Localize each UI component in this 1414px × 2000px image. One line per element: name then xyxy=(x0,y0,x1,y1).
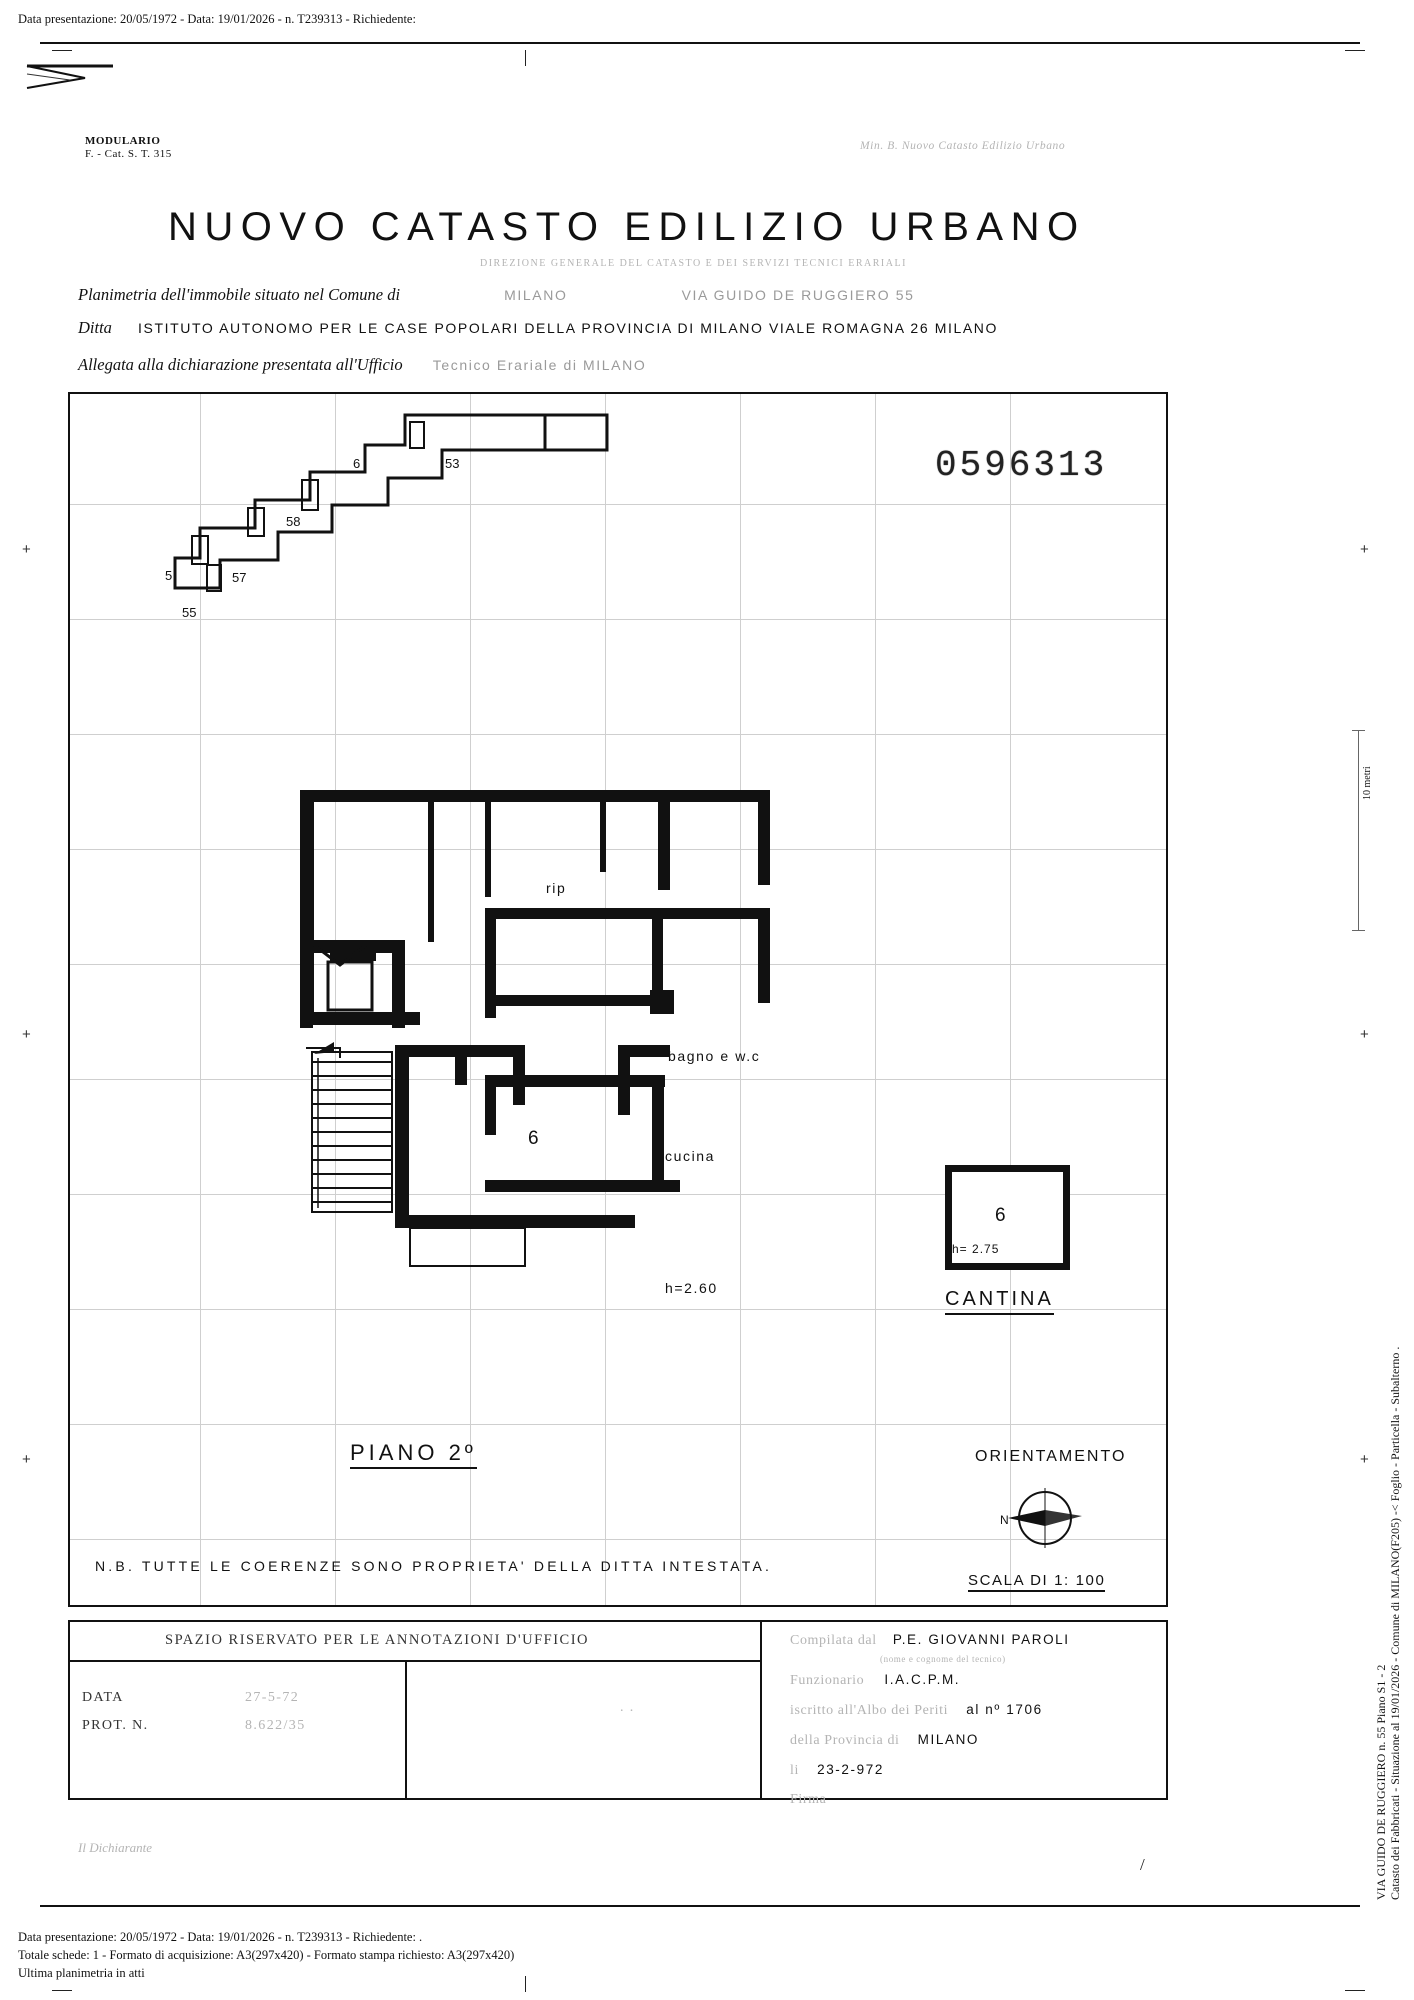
modulario-block xyxy=(85,135,172,161)
svg-text:N: N xyxy=(1000,1513,1009,1527)
annotation-scribble: . . xyxy=(620,1700,635,1715)
room-label-rip: rip xyxy=(546,880,567,896)
scale-note: SCALA DI 1: 100 xyxy=(968,1572,1105,1592)
svg-text:58: 58 xyxy=(286,514,301,529)
crop-mark-bottom-center xyxy=(525,1976,526,1992)
crop-mark-bottom-right xyxy=(1345,1990,1365,1991)
date-row xyxy=(790,1762,884,1779)
footer-metadata-strip-3: Ultima planimetria in atti xyxy=(18,1966,145,1980)
ditta-label: Ditta xyxy=(78,318,112,337)
row-allegata xyxy=(78,355,646,375)
planimetria-address-value: VIA GUIDO DE RUGGIERO 55 xyxy=(681,287,915,303)
firma-row xyxy=(790,1792,826,1808)
funzionario-value: I.A.C.P.M. xyxy=(884,1672,961,1687)
coherence-note: N.B. TUTTE LE COERENZE SONO PROPRIETA' DELLA DITTA INTESTATA. xyxy=(95,1558,773,1574)
side-metadata-strip xyxy=(1388,1347,1403,1900)
page-corner-mark: / xyxy=(1140,1855,1145,1874)
registration-cross-right-3: + xyxy=(1360,1451,1369,1468)
svg-text:53: 53 xyxy=(445,456,460,471)
date-label: li xyxy=(790,1763,799,1778)
footer-metadata-strip-1: Data presentazione: 20/05/1972 - Data: 19/01/2026 - n. T239313 - Richiedente: . xyxy=(18,1930,423,1944)
albo-row xyxy=(790,1702,1043,1719)
scan-corner-artifact xyxy=(25,62,115,92)
cantina-height: h= 2.75 xyxy=(952,1242,1000,1256)
crop-mark-bottom-left xyxy=(52,1990,72,1991)
albo-value: al nº 1706 xyxy=(966,1702,1043,1717)
allegata-value: Tecnico Erariale di MILANO xyxy=(432,357,647,373)
compiled-by-label: Compilata dal xyxy=(790,1633,877,1648)
registration-cross-right-1: + xyxy=(1360,541,1369,558)
albo-label: iscritto all'Albo dei Periti xyxy=(790,1703,949,1718)
crop-mark-top-right xyxy=(1345,50,1365,51)
document-subtitle: DIREZIONE GENERALE DEL CATASTO E DEI SERVIZI TECNICI ERARIALI xyxy=(480,258,907,269)
provincia-value: MILANO xyxy=(917,1732,980,1747)
side-address-text: VIA GUIDO DE RUGGIERO n. 55 Piano S1 - 2 xyxy=(1374,1664,1388,1900)
row-ditta xyxy=(78,318,998,338)
modulario-line1: MODULARIO xyxy=(85,135,161,147)
sheet-top-rule xyxy=(40,42,1360,44)
floor-label: PIANO 2º xyxy=(350,1440,477,1469)
planimetria-comune-value: MILANO xyxy=(504,287,568,303)
compass-icon xyxy=(1000,1480,1090,1560)
protocol-stamp-number: 0596313 xyxy=(935,445,1108,486)
compiled-by-caption: (nome e cognome del tecnico) xyxy=(880,1654,1006,1664)
row-planimetria xyxy=(78,285,914,305)
reserved-space-title: SPAZIO RISERVATO PER LE ANNOTAZIONI D'UFFICIO xyxy=(165,1632,590,1648)
firma-label: Firma xyxy=(790,1792,827,1807)
bottom-box-horizontal-divider xyxy=(68,1660,760,1662)
svg-text:57: 57 xyxy=(232,570,247,585)
ditta-value: ISTITUTO AUTONOMO PER LE CASE POPOLARI DELLA PROVINCIA DI MILANO VIALE ROMAGNA 26 MILANO xyxy=(138,320,998,336)
svg-text:55: 55 xyxy=(182,605,197,620)
funzionario-row xyxy=(790,1672,960,1689)
sheet-bottom-rule xyxy=(40,1905,1360,1907)
bottom-box-vertical-divider xyxy=(760,1620,762,1800)
side-metadata-line1: Catasto dei Fabbricati - Situazione al 19/01/2026 - Comune di MILANO(F205) -< Foglio - Particella - Subalterno . xyxy=(1388,1346,1402,1900)
date-value: 23-2-972 xyxy=(817,1762,884,1777)
room-label-height: h=2.60 xyxy=(665,1280,718,1296)
prot-value: 8.622/35 xyxy=(245,1718,306,1733)
crop-mark-top-center xyxy=(525,50,526,66)
modulario-line2: F. - Cat. S. T. 315 xyxy=(85,148,172,160)
cantina-number: 6 xyxy=(995,1205,1006,1226)
compiled-by-row xyxy=(790,1632,1070,1649)
building-key-plan xyxy=(160,410,630,660)
provincia-label: della Provincia di xyxy=(790,1733,900,1748)
scale-ruler-top xyxy=(1352,730,1365,731)
side-address-strip xyxy=(1374,1665,1389,1900)
funzionario-label: Funzionario xyxy=(790,1673,865,1688)
scale-ruler-bottom xyxy=(1352,930,1365,931)
compiled-by-value: P.E. GIOVANNI PAROLI xyxy=(892,1632,1070,1647)
header-metadata-strip: Data presentazione: 20/05/1972 - Data: 19/01/2026 - n. T239313 - Richiedente: xyxy=(18,12,416,26)
registration-cross-left-1: + xyxy=(22,541,31,558)
room-label-cucina: cucina xyxy=(665,1148,716,1164)
declarant-signature: Il Dichiarante xyxy=(78,1840,153,1855)
footer-metadata-strip-2: Totale schede: 1 - Formato di acquisizione: A3(297x420) - Formato stampa richiesto: A3(297x420) xyxy=(18,1948,515,1962)
data-value: 27-5-72 xyxy=(245,1690,300,1705)
data-label: DATA xyxy=(82,1690,124,1705)
scale-ruler xyxy=(1358,730,1359,930)
registration-cross-left-3: + xyxy=(22,1451,31,1468)
bottom-box-inner-divider xyxy=(405,1660,407,1800)
apartment-floor-plan xyxy=(300,790,920,1370)
svg-text:5: 5 xyxy=(165,568,173,583)
unit-number-label: 6 xyxy=(528,1128,539,1149)
document-title: NUOVO CATASTO EDILIZIO URBANO xyxy=(168,205,1086,249)
planimetria-label: Planimetria dell'immobile situato nel Comune di xyxy=(78,285,401,304)
registration-cross-left-2: + xyxy=(22,1026,31,1043)
scale-bar-label: 10 metri xyxy=(1362,766,1373,800)
prot-label: PROT. N. xyxy=(82,1718,149,1733)
registration-cross-right-2: + xyxy=(1360,1026,1369,1043)
allegata-label: Allegata alla dichiarazione presentata all'Ufficio xyxy=(78,355,403,374)
cantina-caption: CANTINA xyxy=(945,1288,1054,1315)
crop-mark-top-left xyxy=(52,50,72,51)
orientation-title: ORIENTAMENTO xyxy=(975,1448,1127,1465)
modulario-right-text: Min. B. Nuovo Catasto Edilizio Urbano xyxy=(860,140,1066,152)
provincia-row xyxy=(790,1732,979,1749)
room-label-bagno: bagno e w.c xyxy=(668,1048,761,1064)
svg-text:6: 6 xyxy=(353,456,361,471)
